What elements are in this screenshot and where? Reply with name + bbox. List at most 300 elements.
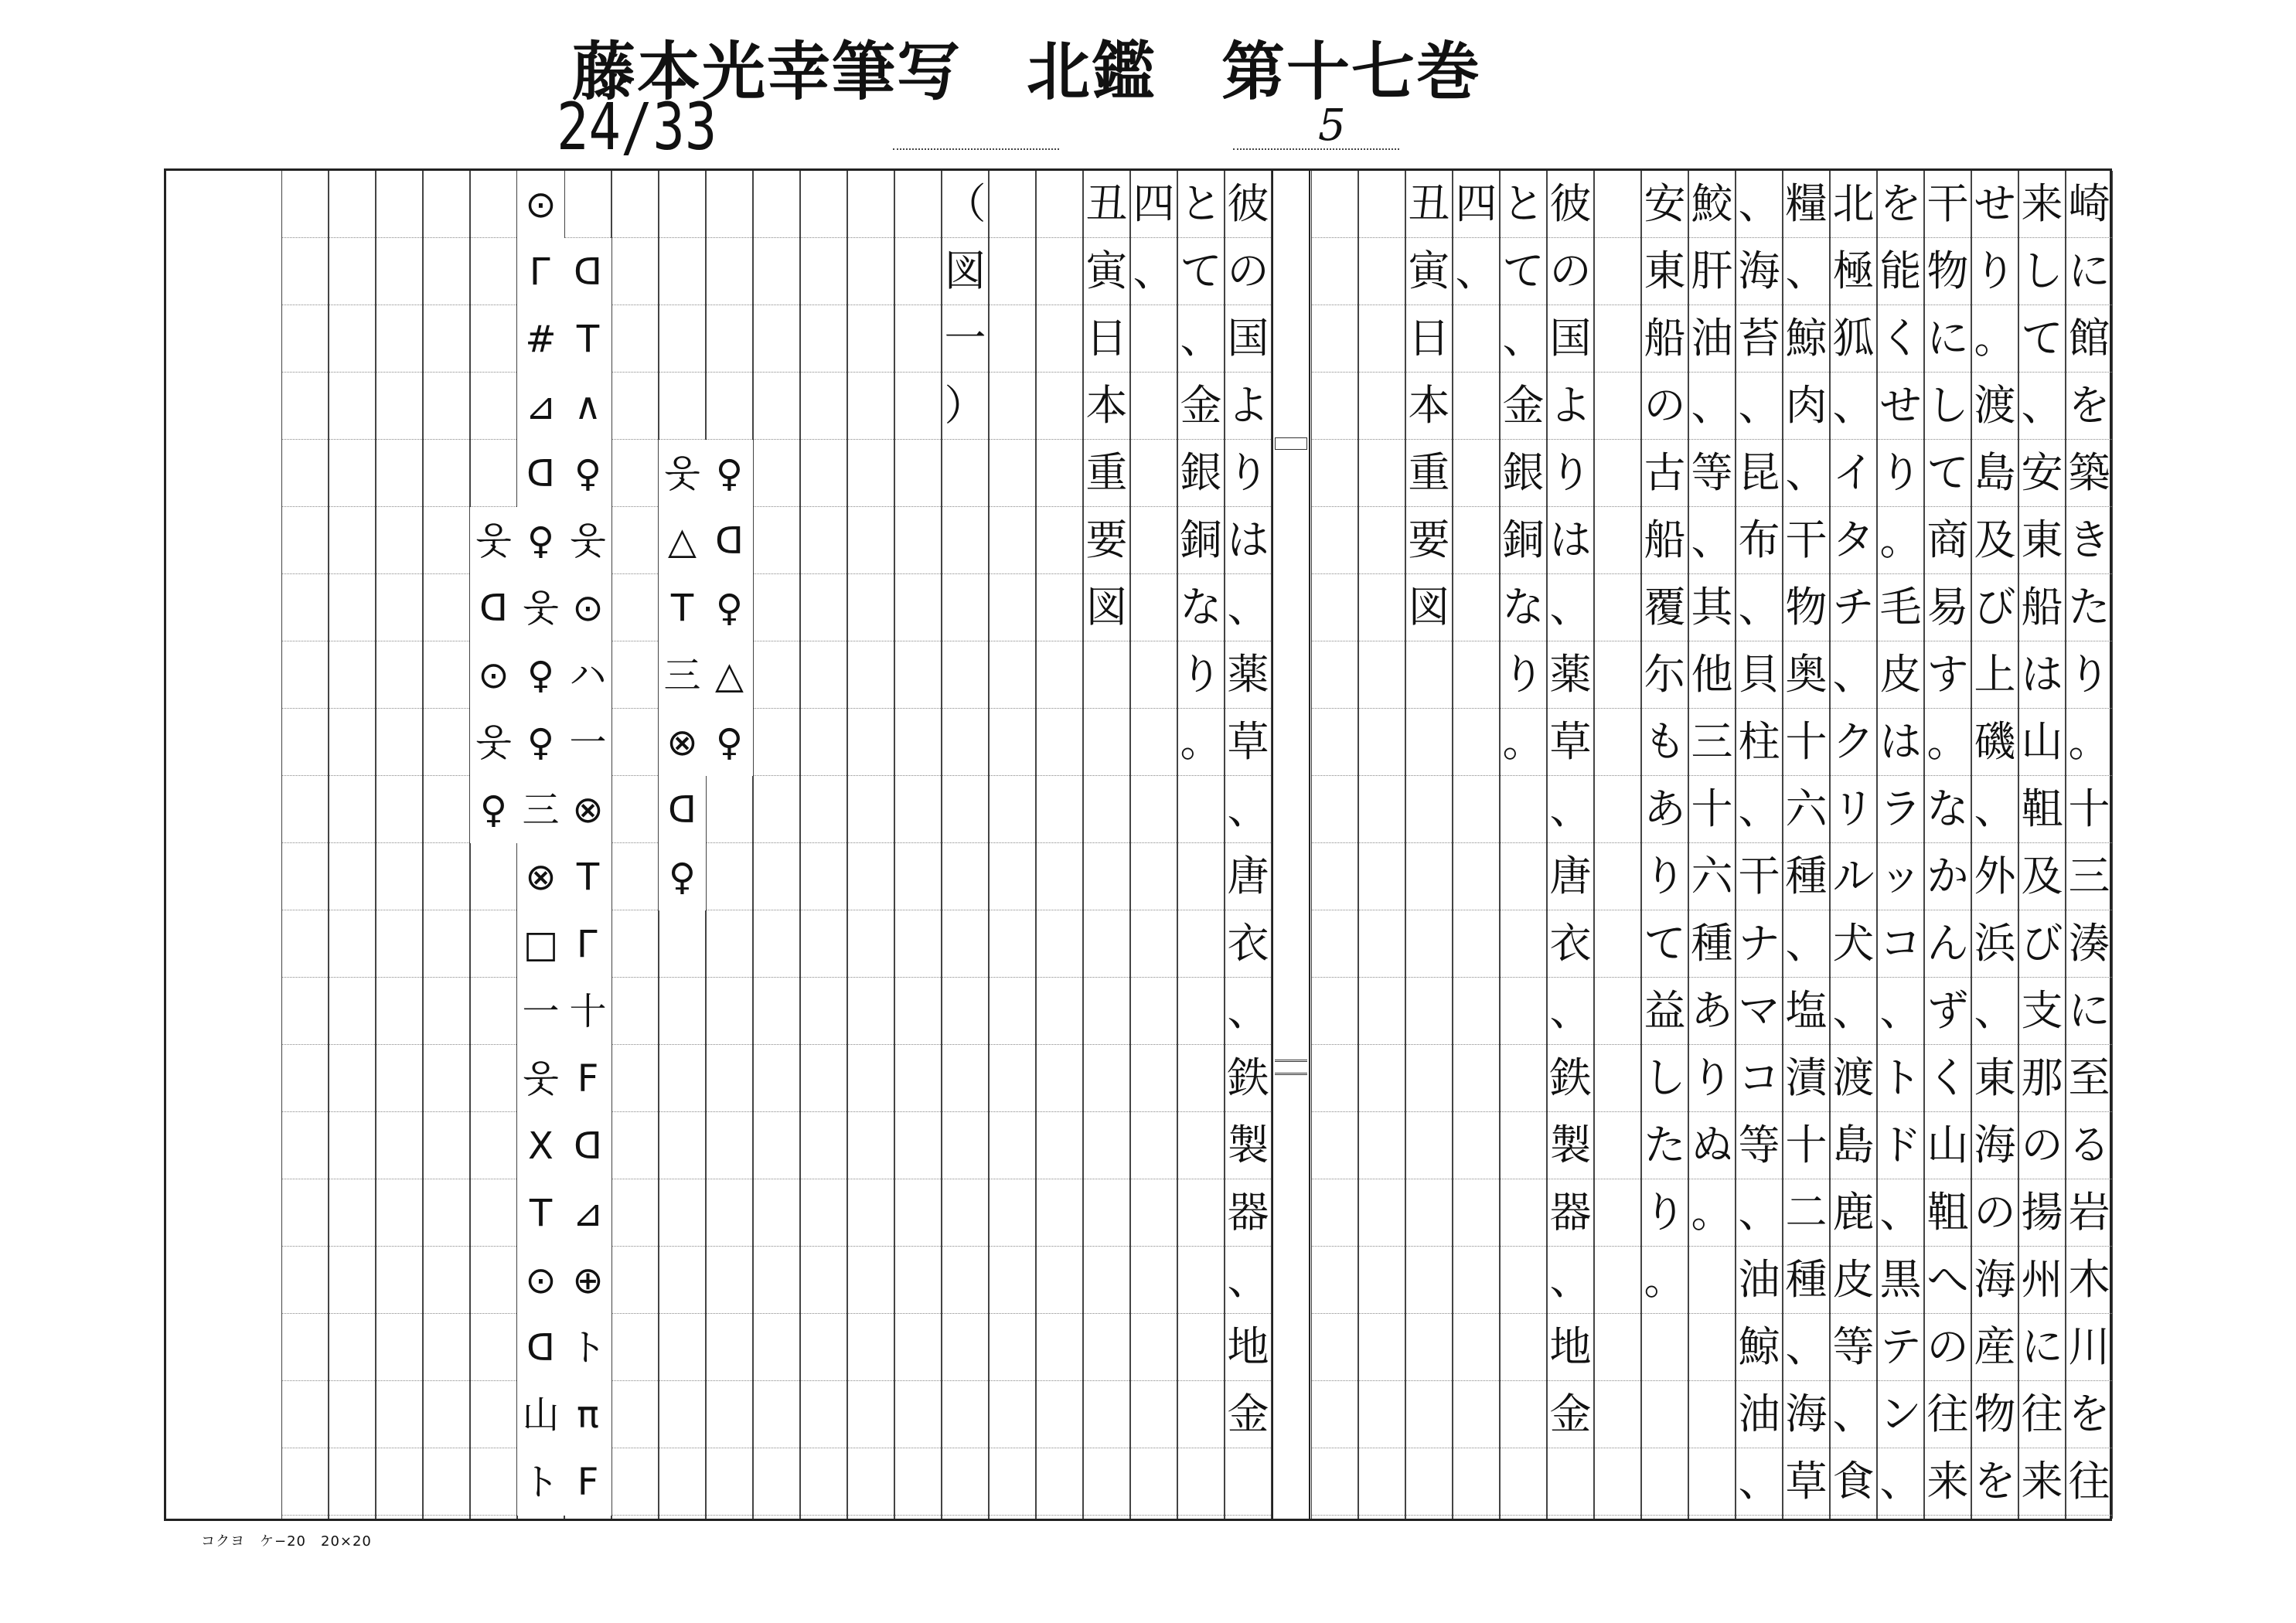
char-cell bbox=[990, 978, 1035, 1045]
char-cell bbox=[942, 776, 988, 843]
char-cell bbox=[471, 1179, 516, 1247]
char-cell: く bbox=[1878, 305, 1923, 373]
char-cell: 渡 bbox=[1831, 1045, 1876, 1112]
char-cell: の bbox=[1642, 373, 1688, 440]
char-cell: 鉄 bbox=[1548, 1045, 1593, 1112]
text-column bbox=[2066, 171, 2113, 1519]
symbol-mark: ᗡ bbox=[470, 574, 517, 641]
char-cell bbox=[1453, 709, 1499, 776]
char-cell: 、 bbox=[1453, 238, 1499, 305]
char-cell bbox=[990, 440, 1035, 507]
char-cell bbox=[612, 507, 658, 574]
char-cell: 、 bbox=[1225, 978, 1271, 1045]
char-cell bbox=[990, 574, 1035, 641]
char-cell bbox=[1131, 1381, 1177, 1448]
char-cell: 浜 bbox=[1972, 910, 2018, 978]
char-cell bbox=[1312, 373, 1358, 440]
char-cell: を bbox=[2066, 373, 2112, 440]
char-cell bbox=[329, 238, 375, 305]
char-cell: 唐 bbox=[1225, 843, 1271, 910]
char-cell bbox=[1642, 1381, 1688, 1448]
char-cell bbox=[848, 574, 894, 641]
char-cell bbox=[1037, 1179, 1082, 1247]
char-cell bbox=[1406, 641, 1452, 709]
char-cell bbox=[990, 1045, 1035, 1112]
char-cell bbox=[424, 238, 469, 305]
char-cell: ド bbox=[1878, 1112, 1923, 1179]
char-cell: 東 bbox=[2019, 507, 2065, 574]
symbol-mark: □ bbox=[517, 910, 564, 978]
char-cell: り bbox=[1878, 440, 1923, 507]
char-cell bbox=[471, 1247, 516, 1314]
symbol-mark: ハ bbox=[564, 641, 611, 709]
char-cell bbox=[282, 641, 328, 709]
char-cell: 山 bbox=[1925, 1112, 1971, 1179]
char-cell bbox=[990, 1112, 1035, 1179]
char-cell bbox=[1037, 1381, 1082, 1448]
char-cell: 等 bbox=[1689, 440, 1735, 507]
char-cell: 図 bbox=[1406, 574, 1452, 641]
char-cell bbox=[1453, 1179, 1499, 1247]
char-cell: 、 bbox=[1878, 978, 1923, 1045]
char-cell bbox=[942, 574, 988, 641]
char-cell: 銀 bbox=[1178, 440, 1224, 507]
char-cell bbox=[471, 1381, 516, 1448]
char-cell bbox=[942, 440, 988, 507]
char-cell bbox=[707, 1045, 752, 1112]
char-cell bbox=[707, 1314, 752, 1381]
char-cell: 海 bbox=[1736, 238, 1782, 305]
char-cell: へ bbox=[1925, 1247, 1971, 1314]
char-cell bbox=[376, 776, 422, 843]
char-cell bbox=[1178, 1381, 1224, 1448]
char-cell bbox=[1453, 1247, 1499, 1314]
char-cell: び bbox=[1972, 574, 2018, 641]
char-cell bbox=[1501, 978, 1546, 1045]
char-cell: 島 bbox=[1831, 1112, 1876, 1179]
manuscript-sheet bbox=[164, 168, 2112, 1521]
char-cell: よ bbox=[1548, 373, 1593, 440]
char-cell: 崎 bbox=[2066, 171, 2112, 238]
char-cell bbox=[1037, 709, 1082, 776]
char-cell bbox=[895, 641, 941, 709]
char-cell: 靻 bbox=[1925, 1179, 1971, 1247]
char-cell bbox=[1359, 1314, 1405, 1381]
char-cell bbox=[424, 305, 469, 373]
char-cell bbox=[659, 910, 705, 978]
char-cell: 。 bbox=[1178, 709, 1224, 776]
char-cell bbox=[801, 978, 847, 1045]
char-cell bbox=[376, 843, 422, 910]
char-cell bbox=[1406, 978, 1452, 1045]
char-cell bbox=[895, 238, 941, 305]
char-cell bbox=[801, 709, 847, 776]
char-cell bbox=[1501, 776, 1546, 843]
char-cell: 渡 bbox=[1972, 373, 2018, 440]
symbol-mark: F bbox=[564, 1448, 611, 1516]
text-column bbox=[1547, 171, 1594, 1519]
char-cell: て bbox=[1925, 440, 1971, 507]
char-cell bbox=[471, 1045, 516, 1112]
char-cell bbox=[471, 238, 516, 305]
char-cell bbox=[942, 1112, 988, 1179]
char-cell bbox=[1131, 978, 1177, 1045]
char-cell: 糧 bbox=[1783, 171, 1829, 238]
char-cell bbox=[1406, 1045, 1452, 1112]
char-cell bbox=[612, 171, 658, 238]
char-cell bbox=[1595, 1045, 1640, 1112]
char-cell: 六 bbox=[1689, 843, 1735, 910]
char-cell bbox=[1037, 1314, 1082, 1381]
char-cell: り bbox=[1501, 641, 1546, 709]
char-cell bbox=[1453, 1448, 1499, 1516]
char-cell bbox=[942, 978, 988, 1045]
char-cell bbox=[1689, 1314, 1735, 1381]
char-cell bbox=[424, 1179, 469, 1247]
char-cell bbox=[612, 978, 658, 1045]
char-cell: り bbox=[1972, 238, 2018, 305]
char-cell bbox=[612, 238, 658, 305]
symbol-mark: ト bbox=[517, 1448, 564, 1516]
char-cell: 油 bbox=[1736, 1247, 1782, 1314]
char-cell bbox=[1406, 709, 1452, 776]
char-cell bbox=[754, 776, 799, 843]
char-cell bbox=[612, 1045, 658, 1112]
char-cell bbox=[1501, 1045, 1546, 1112]
char-cell bbox=[754, 641, 799, 709]
char-cell: 図 bbox=[942, 238, 988, 305]
symbol-mark: 웃 bbox=[517, 574, 564, 641]
symbol-mark: ♀ bbox=[517, 507, 564, 574]
char-cell bbox=[1595, 843, 1640, 910]
char-cell bbox=[754, 843, 799, 910]
symbol-mark: Т bbox=[659, 574, 706, 641]
char-cell: 其 bbox=[1689, 574, 1735, 641]
char-cell bbox=[1359, 440, 1405, 507]
char-cell bbox=[565, 171, 611, 238]
char-cell bbox=[848, 709, 894, 776]
char-cell: く bbox=[1925, 1045, 1971, 1112]
char-cell bbox=[990, 305, 1035, 373]
char-cell bbox=[282, 238, 328, 305]
char-cell: 重 bbox=[1406, 440, 1452, 507]
text-column bbox=[611, 171, 659, 1519]
char-cell: 、 bbox=[1225, 574, 1271, 641]
char-cell: 、 bbox=[1501, 305, 1546, 373]
char-cell bbox=[1359, 843, 1405, 910]
char-cell bbox=[707, 1448, 752, 1516]
symbol-mark: ∧ bbox=[564, 373, 611, 440]
char-cell: り bbox=[1225, 440, 1271, 507]
char-cell bbox=[1312, 1045, 1358, 1112]
char-cell bbox=[1084, 1179, 1129, 1247]
char-cell bbox=[1131, 776, 1177, 843]
char-cell: の bbox=[1972, 1179, 2018, 1247]
char-cell bbox=[801, 776, 847, 843]
char-cell: 、 bbox=[1831, 641, 1876, 709]
symbol-mark: 三 bbox=[659, 641, 706, 709]
char-cell: 肉 bbox=[1783, 373, 1829, 440]
char-cell: か bbox=[1925, 843, 1971, 910]
char-cell: 衣 bbox=[1225, 910, 1271, 978]
char-cell: 日 bbox=[1406, 305, 1452, 373]
char-cell: 唐 bbox=[1548, 843, 1593, 910]
text-column bbox=[1036, 171, 1083, 1519]
char-cell bbox=[424, 1112, 469, 1179]
char-cell bbox=[848, 305, 894, 373]
char-cell bbox=[612, 574, 658, 641]
char-cell: た bbox=[1642, 1112, 1688, 1179]
char-cell bbox=[376, 978, 422, 1045]
handwritten-page-number: 5 bbox=[1318, 100, 1346, 151]
char-cell bbox=[990, 1179, 1035, 1247]
char-cell bbox=[1084, 910, 1129, 978]
char-cell: に bbox=[2066, 238, 2112, 305]
char-cell bbox=[612, 1247, 658, 1314]
char-cell: 食 bbox=[1831, 1448, 1876, 1516]
char-cell: を bbox=[1878, 171, 1923, 238]
char-cell bbox=[1312, 776, 1358, 843]
char-cell: ） bbox=[942, 373, 988, 440]
char-cell: （ bbox=[942, 171, 988, 238]
char-cell bbox=[1131, 574, 1177, 641]
char-cell bbox=[1084, 776, 1129, 843]
char-cell bbox=[1131, 440, 1177, 507]
symbol-mark: 웃 bbox=[470, 709, 517, 776]
text-column bbox=[989, 171, 1036, 1519]
char-cell: 極 bbox=[1831, 238, 1876, 305]
char-cell bbox=[329, 843, 375, 910]
char-cell bbox=[942, 1448, 988, 1516]
char-cell: コ bbox=[1736, 1045, 1782, 1112]
char-cell bbox=[612, 373, 658, 440]
char-cell: る bbox=[2066, 1112, 2112, 1179]
char-cell bbox=[942, 709, 988, 776]
char-cell bbox=[1178, 1112, 1224, 1179]
char-cell bbox=[801, 373, 847, 440]
char-cell: 湊 bbox=[2066, 910, 2112, 978]
char-cell bbox=[424, 440, 469, 507]
char-cell bbox=[1453, 1045, 1499, 1112]
char-cell: 、 bbox=[1831, 1381, 1876, 1448]
char-cell bbox=[1312, 641, 1358, 709]
char-cell bbox=[707, 305, 752, 373]
char-cell bbox=[801, 641, 847, 709]
char-cell bbox=[1037, 1247, 1082, 1314]
char-cell bbox=[376, 1381, 422, 1448]
char-cell: に bbox=[1925, 305, 1971, 373]
char-cell bbox=[801, 238, 847, 305]
text-column bbox=[1971, 171, 2018, 1519]
char-cell bbox=[1131, 1045, 1177, 1112]
symbol-mark: Х bbox=[517, 1112, 564, 1179]
char-cell bbox=[329, 171, 375, 238]
symbol-mark: ⊗ bbox=[564, 776, 611, 843]
char-cell: 上 bbox=[1972, 641, 2018, 709]
char-cell: 薬 bbox=[1548, 641, 1593, 709]
symbol-mark: ♀ bbox=[517, 641, 564, 709]
char-cell bbox=[329, 1112, 375, 1179]
char-cell: 油 bbox=[1736, 1381, 1782, 1448]
char-cell bbox=[1359, 373, 1405, 440]
char-cell bbox=[1178, 776, 1224, 843]
char-cell bbox=[282, 373, 328, 440]
char-cell bbox=[895, 440, 941, 507]
char-cell bbox=[895, 1314, 941, 1381]
char-cell bbox=[801, 1112, 847, 1179]
char-cell bbox=[471, 1112, 516, 1179]
char-cell bbox=[612, 1112, 658, 1179]
char-cell bbox=[659, 1112, 705, 1179]
char-cell bbox=[707, 238, 752, 305]
char-cell bbox=[659, 171, 705, 238]
char-cell bbox=[1595, 305, 1640, 373]
symbol-mark: ⊕ bbox=[564, 1247, 611, 1314]
char-cell bbox=[1406, 843, 1452, 910]
char-cell bbox=[471, 1314, 516, 1381]
char-cell bbox=[895, 910, 941, 978]
char-cell bbox=[612, 305, 658, 373]
char-cell: 地 bbox=[1548, 1314, 1593, 1381]
symbol-mark: ♀ bbox=[517, 709, 564, 776]
char-cell bbox=[376, 171, 422, 238]
char-cell bbox=[942, 1381, 988, 1448]
char-cell bbox=[848, 373, 894, 440]
char-cell bbox=[1548, 1448, 1593, 1516]
char-cell: 、 bbox=[1548, 978, 1593, 1045]
char-cell: 、 bbox=[1972, 776, 2018, 843]
char-cell bbox=[1595, 507, 1640, 574]
char-cell bbox=[1595, 373, 1640, 440]
char-cell bbox=[424, 1314, 469, 1381]
symbol-mark: ⊙ bbox=[564, 574, 611, 641]
char-cell: り bbox=[1548, 440, 1593, 507]
char-cell: 往 bbox=[2019, 1381, 2065, 1448]
char-cell: 金 bbox=[1225, 1381, 1271, 1448]
char-cell bbox=[942, 1314, 988, 1381]
char-cell bbox=[1406, 1381, 1452, 1448]
char-cell bbox=[895, 171, 941, 238]
char-cell bbox=[1312, 238, 1358, 305]
text-column bbox=[1177, 171, 1225, 1519]
char-cell bbox=[1406, 1179, 1452, 1247]
symbol-mark: Т bbox=[564, 305, 611, 373]
char-cell bbox=[1501, 843, 1546, 910]
char-cell bbox=[801, 440, 847, 507]
char-cell bbox=[612, 1381, 658, 1448]
char-cell bbox=[471, 843, 516, 910]
char-cell: 丑 bbox=[1406, 171, 1452, 238]
symbol-mark: ⊙ bbox=[470, 641, 517, 709]
char-cell: き bbox=[2066, 507, 2112, 574]
char-cell bbox=[1312, 1179, 1358, 1247]
text-column bbox=[706, 171, 753, 1519]
text-column bbox=[942, 171, 989, 1519]
symbol-mark: # bbox=[517, 305, 564, 373]
char-cell bbox=[612, 1314, 658, 1381]
char-cell bbox=[895, 1045, 941, 1112]
char-cell bbox=[1359, 574, 1405, 641]
char-cell bbox=[895, 305, 941, 373]
char-cell: 。 bbox=[1972, 305, 2018, 373]
char-cell: 鮫 bbox=[1689, 171, 1735, 238]
char-cell: 、 bbox=[1736, 574, 1782, 641]
text-column bbox=[329, 171, 376, 1519]
char-cell bbox=[848, 843, 894, 910]
char-cell bbox=[1453, 1314, 1499, 1381]
char-cell bbox=[612, 843, 658, 910]
char-cell: 往 bbox=[1925, 1381, 1971, 1448]
char-cell: り bbox=[1689, 1045, 1735, 1112]
char-cell: 種 bbox=[1783, 843, 1829, 910]
char-cell bbox=[376, 574, 422, 641]
char-cell bbox=[1131, 709, 1177, 776]
text-column bbox=[1594, 171, 1641, 1519]
char-cell: イ bbox=[1831, 440, 1876, 507]
symbol-mark: ♀ bbox=[470, 776, 517, 843]
char-cell bbox=[848, 171, 894, 238]
char-cell: 柱 bbox=[1736, 709, 1782, 776]
char-cell bbox=[329, 1045, 375, 1112]
char-cell bbox=[801, 1247, 847, 1314]
symbol-mark: ト bbox=[564, 1314, 611, 1381]
char-cell: は bbox=[1548, 507, 1593, 574]
char-cell bbox=[990, 171, 1035, 238]
char-cell: 益 bbox=[1642, 978, 1688, 1045]
char-cell: 古 bbox=[1642, 440, 1688, 507]
char-cell bbox=[329, 574, 375, 641]
char-cell bbox=[754, 440, 799, 507]
char-cell bbox=[612, 641, 658, 709]
char-cell: 十 bbox=[1689, 776, 1735, 843]
char-cell bbox=[612, 709, 658, 776]
char-cell bbox=[1501, 1448, 1546, 1516]
char-cell bbox=[1131, 507, 1177, 574]
char-cell bbox=[1178, 1045, 1224, 1112]
gutter-mark bbox=[1275, 437, 1307, 450]
char-cell bbox=[942, 641, 988, 709]
char-cell: 六 bbox=[1783, 776, 1829, 843]
char-cell: 、 bbox=[1689, 373, 1735, 440]
char-cell bbox=[848, 1381, 894, 1448]
char-cell: 木 bbox=[2066, 1247, 2112, 1314]
char-cell: 衣 bbox=[1548, 910, 1593, 978]
char-cell bbox=[1084, 1112, 1129, 1179]
char-cell: び bbox=[2019, 910, 2065, 978]
char-cell bbox=[424, 1448, 469, 1516]
char-cell bbox=[1131, 305, 1177, 373]
char-cell bbox=[659, 978, 705, 1045]
char-cell bbox=[282, 1045, 328, 1112]
char-cell: 苔 bbox=[1736, 305, 1782, 373]
blank-line-2 bbox=[1233, 148, 1399, 150]
char-cell bbox=[1084, 1247, 1129, 1314]
char-cell bbox=[1359, 776, 1405, 843]
char-cell: 及 bbox=[1972, 507, 2018, 574]
char-cell bbox=[329, 1448, 375, 1516]
char-cell: 種 bbox=[1689, 910, 1735, 978]
char-cell bbox=[1131, 1247, 1177, 1314]
char-cell: 皮 bbox=[1878, 641, 1923, 709]
char-cell: ラ bbox=[1878, 776, 1923, 843]
char-cell bbox=[1037, 776, 1082, 843]
text-column bbox=[847, 171, 894, 1519]
char-cell bbox=[376, 709, 422, 776]
char-cell bbox=[1359, 709, 1405, 776]
char-cell bbox=[942, 1179, 988, 1247]
text-column bbox=[2018, 171, 2066, 1519]
symbol-mark: △ bbox=[659, 507, 706, 574]
